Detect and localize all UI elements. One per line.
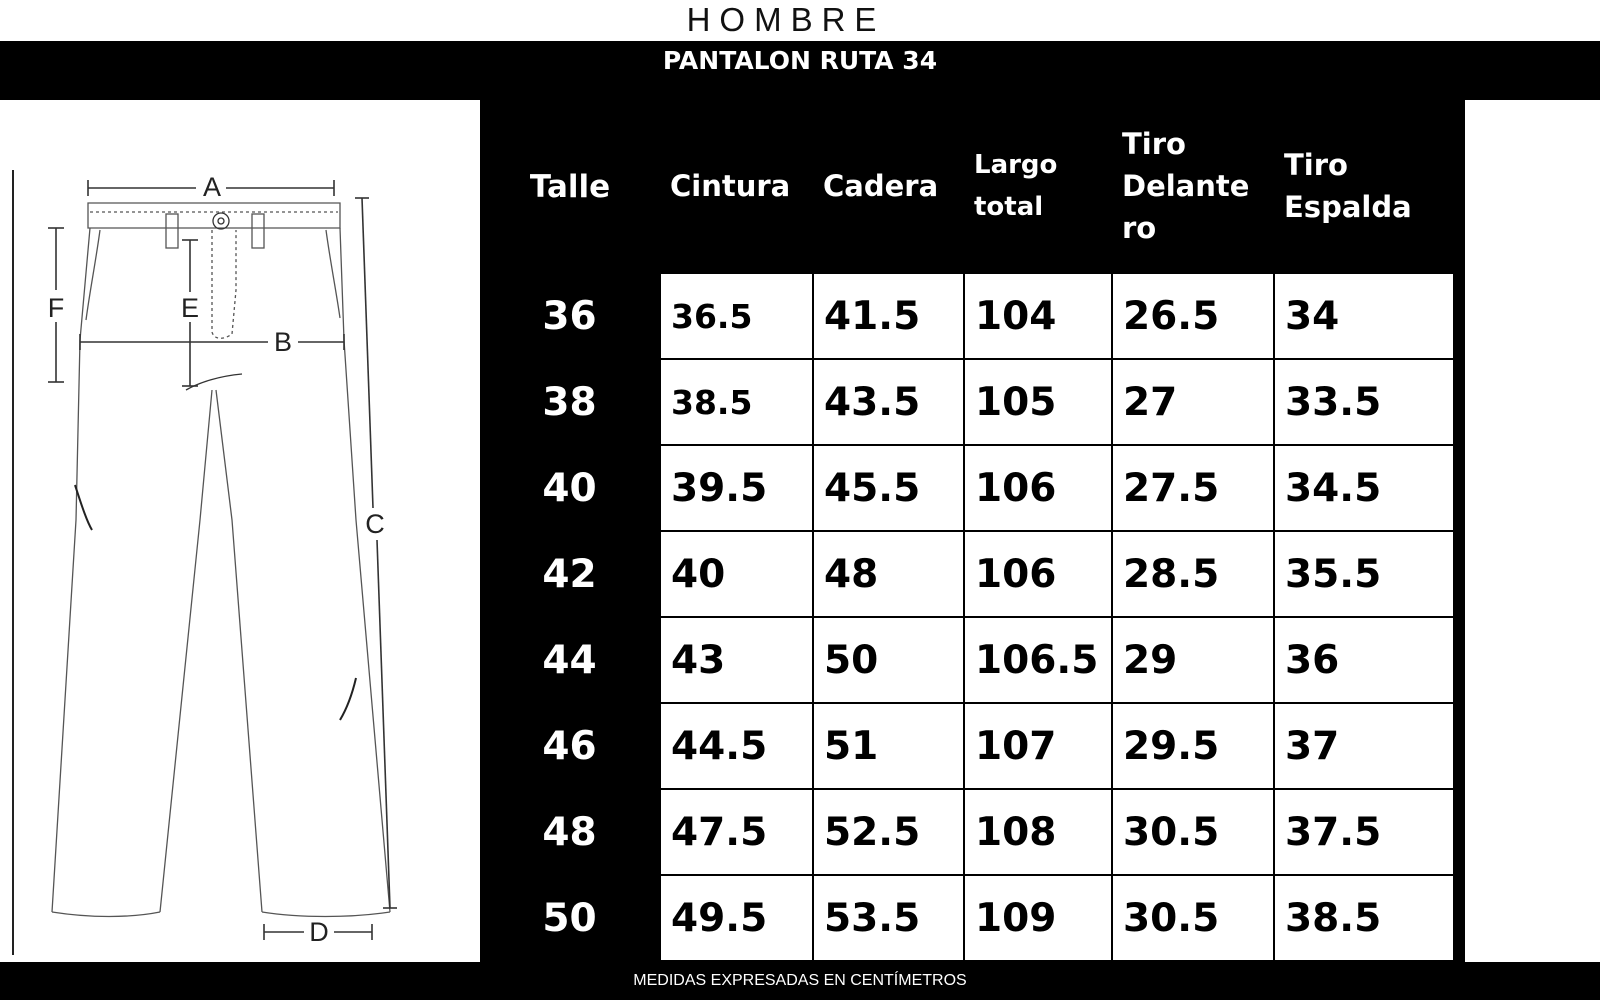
page-title: HOMBRE (686, 1, 886, 38)
header-size: Talle (529, 168, 611, 205)
cell-size: 42 (480, 531, 660, 617)
cell-hip: 41.5 (813, 273, 964, 359)
table-row (480, 875, 1454, 961)
table-row (480, 703, 1454, 789)
cell-front-rise: 30.5 (1112, 789, 1274, 875)
cell-front-rise: 27 (1112, 359, 1274, 445)
cell-front-rise: 28.5 (1112, 531, 1274, 617)
cell-length: 107 (964, 703, 1112, 789)
size-chart (480, 100, 1465, 962)
cell-back-rise: 37 (1274, 703, 1454, 789)
table-row (480, 359, 1454, 445)
cell-hip: 51 (813, 703, 964, 789)
cell-waist: 44.5 (660, 703, 813, 789)
product-name: PANTALON RUTA 34 (662, 46, 938, 75)
cell-waist: 47.5 (660, 789, 813, 875)
cell-hip: 48 (813, 531, 964, 617)
cell-hip: 45.5 (813, 445, 964, 531)
label-a: A (202, 172, 222, 202)
cell-hip: 43.5 (813, 359, 964, 445)
cell-size: 40 (480, 445, 660, 531)
cell-back-rise: 37.5 (1274, 789, 1454, 875)
units-note: MEDIDAS EXPRESADAS EN CENTÍMETROS (633, 972, 967, 989)
cell-back-rise: 34 (1274, 273, 1454, 359)
label-c: C (365, 509, 385, 539)
cell-front-rise: 26.5 (1112, 273, 1274, 359)
cell-length: 106 (964, 445, 1112, 531)
cell-back-rise: 33.5 (1274, 359, 1454, 445)
cell-length: 106 (964, 531, 1112, 617)
cell-size: 36 (480, 273, 660, 359)
header-waist: Cintura (670, 169, 791, 203)
cell-hip: 50 (813, 617, 964, 703)
cell-length: 104 (964, 273, 1112, 359)
header-front-rise: Tiro Delante ro (1122, 127, 1250, 245)
cell-waist: 38.5 (660, 359, 813, 445)
cell-size: 44 (480, 617, 660, 703)
cell-waist: 36.5 (660, 273, 813, 359)
cell-waist: 39.5 (660, 445, 813, 531)
cell-front-rise: 27.5 (1112, 445, 1274, 531)
header-hip: Cadera (823, 169, 939, 203)
cell-length: 109 (964, 875, 1112, 961)
size-table (480, 100, 1455, 962)
table-header-row (480, 100, 1454, 273)
cell-waist: 40 (660, 531, 813, 617)
label-b: B (273, 327, 293, 357)
label-e: E (180, 293, 200, 323)
cell-hip: 52.5 (813, 789, 964, 875)
cell-front-rise: 30.5 (1112, 875, 1274, 961)
cell-front-rise: 29 (1112, 617, 1274, 703)
cell-back-rise: 35.5 (1274, 531, 1454, 617)
label-d: D (309, 917, 329, 947)
cell-back-rise: 36 (1274, 617, 1454, 703)
cell-back-rise: 34.5 (1274, 445, 1454, 531)
cell-front-rise: 29.5 (1112, 703, 1274, 789)
header-length: Largo total (974, 150, 1058, 222)
cell-size: 46 (480, 703, 660, 789)
footer-bar (0, 962, 1600, 1000)
cell-hip: 53.5 (813, 875, 964, 961)
cell-length: 105 (964, 359, 1112, 445)
label-f: F (47, 293, 65, 323)
table-row (480, 273, 1454, 359)
table-row (480, 445, 1454, 531)
cell-waist: 43 (660, 617, 813, 703)
cell-length: 106.5 (964, 617, 1112, 703)
table-row (480, 531, 1454, 617)
pants-diagram (0, 100, 420, 975)
cell-length: 108 (964, 789, 1112, 875)
cell-waist: 49.5 (660, 875, 813, 961)
table-row (480, 789, 1454, 875)
cell-size: 38 (480, 359, 660, 445)
header-back-rise: Tiro Espalda (1284, 148, 1412, 224)
cell-size: 48 (480, 789, 660, 875)
cell-size: 50 (480, 875, 660, 961)
cell-back-rise: 38.5 (1274, 875, 1454, 961)
table-row (480, 617, 1454, 703)
header-bar (0, 41, 1600, 100)
